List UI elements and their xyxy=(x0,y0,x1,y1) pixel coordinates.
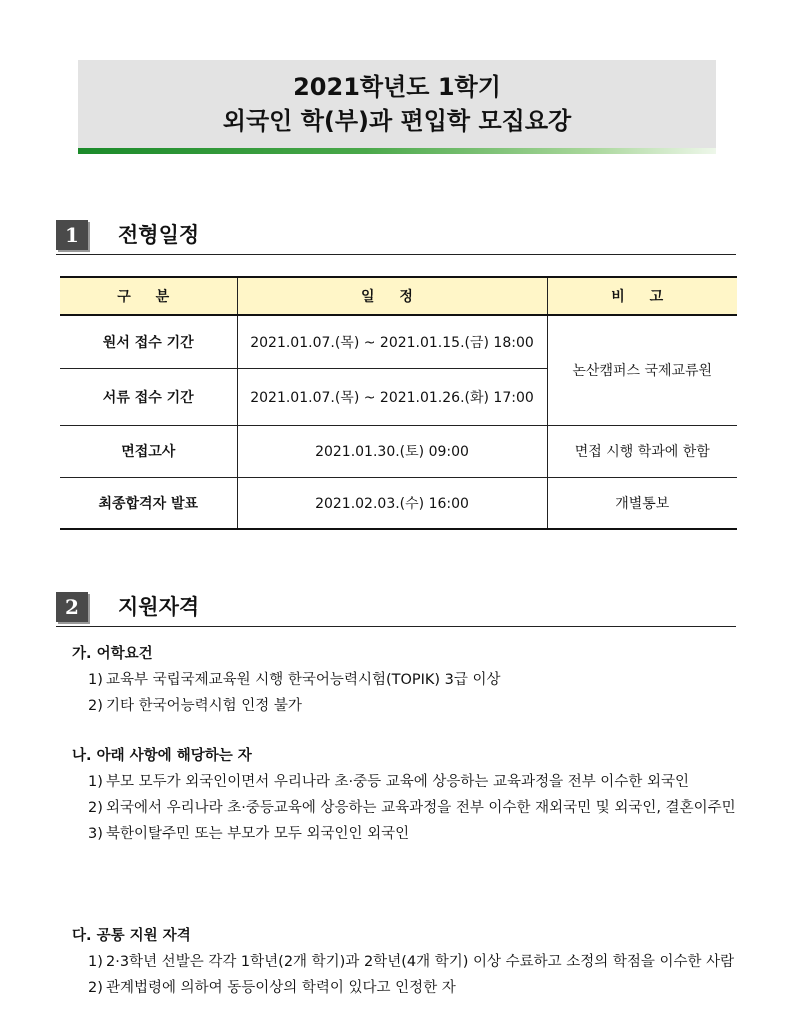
row-date: 2021.01.07.(목) ~ 2021.01.15.(금) 18:00 xyxy=(237,315,547,368)
item-text: 부모 모두가 외국인이면서 우리나라 초·중등 교육에 상응하는 교육과정을 전부 이수한 외국인 xyxy=(106,774,689,790)
qualification-eligible xyxy=(72,743,742,847)
section-number: 2 xyxy=(56,592,88,622)
row-label: 최종합격자 발표 xyxy=(60,477,237,529)
row-label: 원서 접수 기간 xyxy=(60,315,237,368)
qualification-common xyxy=(72,923,742,1001)
list-item xyxy=(72,975,742,1001)
item-number: 1) xyxy=(88,954,103,970)
section-title: 지원자격 xyxy=(118,595,200,619)
row-note: 개별통보 xyxy=(547,477,737,529)
column-header-schedule: 일 정 xyxy=(237,277,547,315)
item-number: 1) xyxy=(88,774,103,790)
column-header-remarks: 비 고 xyxy=(547,277,737,315)
table-row xyxy=(60,477,737,529)
item-text: 관계법령에 의하여 동등이상의 학력이 있다고 인정한 자 xyxy=(106,980,456,996)
schedule-table xyxy=(60,276,737,530)
title-underline-bar xyxy=(78,148,716,154)
title-line-1: 2021학년도 1학기 xyxy=(293,73,501,101)
title-line-2: 외국인 학(부)과 편입학 모집요강 xyxy=(222,107,572,135)
item-text: 교육부 국립국제교육원 시행 한국어능력시험(TOPIK) 3급 이상 xyxy=(106,672,501,688)
section-header-qualifications xyxy=(56,592,736,627)
row-date: 2021.01.30.(토) 09:00 xyxy=(237,425,547,477)
row-label: 면접고사 xyxy=(60,425,237,477)
item-number: 3) xyxy=(88,826,103,842)
item-text: 북한이탈주민 또는 부모가 모두 외국인인 외국인 xyxy=(106,826,410,842)
list-item xyxy=(72,821,742,847)
table-row xyxy=(60,425,737,477)
row-note: 면접 시행 학과에 한함 xyxy=(547,425,737,477)
row-date: 2021.02.03.(수) 16:00 xyxy=(237,477,547,529)
subsection-title: 가. 어학요건 xyxy=(72,646,153,662)
table-header-row xyxy=(60,277,737,315)
section-header-schedule xyxy=(56,220,736,255)
item-text: 외국에서 우리나라 초·중등교육에 상응하는 교육과정을 전부 이수한 재외국민 및 외국인, 결혼이주민 xyxy=(106,800,736,816)
document-title xyxy=(78,60,716,148)
section-number: 1 xyxy=(56,220,88,250)
list-item xyxy=(72,795,742,821)
row-date: 2021.01.07.(목) ~ 2021.01.26.(화) 17:00 xyxy=(237,368,547,425)
qualification-language xyxy=(72,641,742,719)
subsection-title: 다. 공통 지원 자격 xyxy=(72,928,191,944)
section-title: 전형일정 xyxy=(118,223,200,247)
item-number: 2) xyxy=(88,800,103,816)
list-item xyxy=(72,667,742,693)
table-row xyxy=(60,315,737,368)
item-number: 2) xyxy=(88,980,103,996)
item-text: 기타 한국어능력시험 인정 불가 xyxy=(106,698,302,714)
row-note-merged: 논산캠퍼스 국제교류원 xyxy=(547,315,737,425)
list-item xyxy=(72,949,742,975)
subsection-title: 나. 아래 사항에 해당하는 자 xyxy=(72,748,252,764)
item-number: 1) xyxy=(88,672,103,688)
list-item xyxy=(72,693,742,719)
list-item xyxy=(72,769,742,795)
item-text: 2·3학년 선발은 각각 1학년(2개 학기)과 2학년(4개 학기) 이상 수료하고 소정의 학점을 이수한 사람 xyxy=(106,954,735,970)
column-header-category: 구 분 xyxy=(60,277,237,315)
item-number: 2) xyxy=(88,698,103,714)
row-label: 서류 접수 기간 xyxy=(60,368,237,425)
